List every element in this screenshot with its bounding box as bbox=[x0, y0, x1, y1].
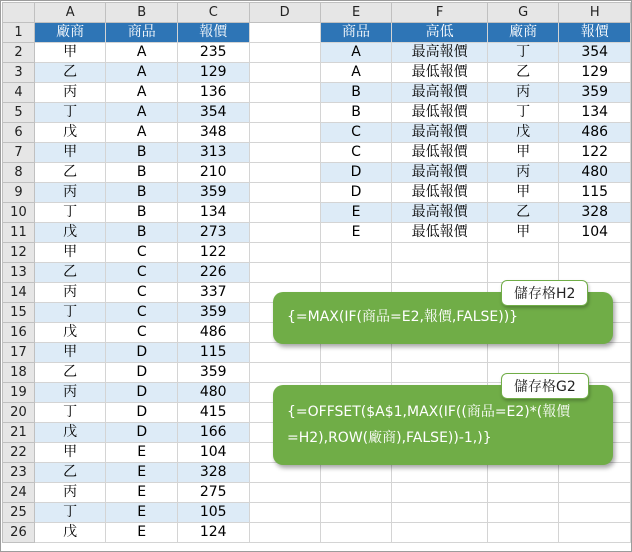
cell-c8[interactable]: 210 bbox=[177, 163, 249, 183]
cell-f23[interactable] bbox=[392, 463, 488, 483]
cell-b12[interactable]: C bbox=[106, 243, 178, 263]
cell-a13[interactable]: 乙 bbox=[34, 263, 106, 283]
cell-a5[interactable]: 丁 bbox=[34, 103, 106, 123]
sheet-row bbox=[3, 143, 631, 163]
row-header[interactable]: 21 bbox=[3, 423, 35, 443]
cell-e17[interactable] bbox=[320, 343, 392, 363]
cell-e13[interactable] bbox=[320, 263, 392, 283]
cell-g4[interactable]: 丙 bbox=[487, 83, 559, 103]
sheet-row bbox=[3, 463, 631, 483]
cell-f10[interactable]: 最高報價 bbox=[392, 203, 488, 223]
cell-e2[interactable]: A bbox=[320, 43, 392, 63]
cell-a9[interactable]: 丙 bbox=[34, 183, 106, 203]
row-header[interactable]: 6 bbox=[3, 123, 35, 143]
cell-f13[interactable] bbox=[392, 263, 488, 283]
cell-g2[interactable]: 丁 bbox=[487, 43, 559, 63]
cell-b15[interactable]: C bbox=[106, 303, 178, 323]
row-header[interactable]: 14 bbox=[3, 283, 35, 303]
cell-g23[interactable] bbox=[487, 463, 559, 483]
cell-c1[interactable]: 報價 bbox=[177, 23, 249, 43]
cell-h25[interactable] bbox=[559, 503, 631, 523]
cell-d2[interactable] bbox=[249, 43, 320, 63]
column-header-e[interactable]: E bbox=[320, 3, 392, 23]
cell-b4[interactable]: A bbox=[106, 83, 178, 103]
column-header-f[interactable]: F bbox=[392, 3, 488, 23]
cell-b14[interactable]: C bbox=[106, 283, 178, 303]
tag-h2: 儲存格H2 bbox=[501, 280, 588, 306]
cell-c16[interactable]: 486 bbox=[177, 323, 249, 343]
sheet-row bbox=[3, 103, 631, 123]
cell-g10[interactable]: 乙 bbox=[487, 203, 559, 223]
cell-c21[interactable]: 166 bbox=[177, 423, 249, 443]
cell-d11[interactable] bbox=[249, 223, 320, 243]
cell-c25[interactable]: 105 bbox=[177, 503, 249, 523]
cell-f7[interactable]: 最低報價 bbox=[392, 143, 488, 163]
cell-g12[interactable] bbox=[487, 243, 559, 263]
cell-d3[interactable] bbox=[249, 63, 320, 83]
row-header[interactable]: 1 bbox=[3, 23, 35, 43]
cell-d8[interactable] bbox=[249, 163, 320, 183]
cell-d4[interactable] bbox=[249, 83, 320, 103]
cell-a21[interactable]: 戊 bbox=[34, 423, 106, 443]
cell-a11[interactable]: 戊 bbox=[34, 223, 106, 243]
cell-h9[interactable]: 115 bbox=[559, 183, 631, 203]
cell-h10[interactable]: 328 bbox=[559, 203, 631, 223]
select-all-corner[interactable] bbox=[3, 3, 35, 23]
cell-c3[interactable]: 129 bbox=[177, 63, 249, 83]
cell-d7[interactable] bbox=[249, 143, 320, 163]
cell-a3[interactable]: 乙 bbox=[34, 63, 106, 83]
cell-g3[interactable]: 乙 bbox=[487, 63, 559, 83]
row-header[interactable]: 10 bbox=[3, 203, 35, 223]
cell-e6[interactable]: C bbox=[320, 123, 392, 143]
sheet-row bbox=[3, 203, 631, 223]
row-header[interactable]: 26 bbox=[3, 523, 35, 543]
cell-g9[interactable]: 甲 bbox=[487, 183, 559, 203]
sheet-row bbox=[3, 523, 631, 543]
cell-d26[interactable] bbox=[249, 523, 320, 543]
column-header-h[interactable]: H bbox=[559, 3, 631, 23]
cell-g11[interactable]: 甲 bbox=[487, 223, 559, 243]
cell-f8[interactable]: 最高報價 bbox=[392, 163, 488, 183]
cell-b7[interactable]: B bbox=[106, 143, 178, 163]
cell-b26[interactable]: E bbox=[106, 523, 178, 543]
cell-a26[interactable]: 戊 bbox=[34, 523, 106, 543]
cell-b2[interactable]: A bbox=[106, 43, 178, 63]
row-header[interactable]: 19 bbox=[3, 383, 35, 403]
cell-b5[interactable]: A bbox=[106, 103, 178, 123]
cell-d17[interactable] bbox=[249, 343, 320, 363]
cell-b22[interactable]: E bbox=[106, 443, 178, 463]
formula-g2-line2: =H2),ROW(廠商),FALSE))-1,)} bbox=[287, 430, 492, 446]
cell-h3[interactable]: 129 bbox=[559, 63, 631, 83]
cell-d10[interactable] bbox=[249, 203, 320, 223]
cell-e7[interactable]: C bbox=[320, 143, 392, 163]
cell-a7[interactable]: 甲 bbox=[34, 143, 106, 163]
cell-f11[interactable]: 最低報價 bbox=[392, 223, 488, 243]
sheet-row bbox=[3, 503, 631, 523]
row-header[interactable]: 12 bbox=[3, 243, 35, 263]
cell-f25[interactable] bbox=[392, 503, 488, 523]
cell-d13[interactable] bbox=[249, 263, 320, 283]
cell-c5[interactable]: 354 bbox=[177, 103, 249, 123]
cell-g25[interactable] bbox=[487, 503, 559, 523]
cell-f3[interactable]: 最低報價 bbox=[392, 63, 488, 83]
cell-e18[interactable] bbox=[320, 363, 392, 383]
cell-c23[interactable]: 328 bbox=[177, 463, 249, 483]
cell-g17[interactable] bbox=[487, 343, 559, 363]
row-header[interactable]: 22 bbox=[3, 443, 35, 463]
cell-c10[interactable]: 134 bbox=[177, 203, 249, 223]
cell-h8[interactable]: 480 bbox=[559, 163, 631, 183]
cell-f2[interactable]: 最高報價 bbox=[392, 43, 488, 63]
formula-h2: {=MAX(IF(商品=E2,報價,FALSE))} bbox=[287, 309, 519, 325]
cell-c6[interactable]: 348 bbox=[177, 123, 249, 143]
cell-e1[interactable]: 商品 bbox=[320, 23, 392, 43]
cell-a17[interactable]: 甲 bbox=[34, 343, 106, 363]
cell-c2[interactable]: 235 bbox=[177, 43, 249, 63]
sheet-row bbox=[3, 223, 631, 243]
cell-f1[interactable]: 高低 bbox=[392, 23, 488, 43]
cell-a12[interactable]: 甲 bbox=[34, 243, 106, 263]
cell-b18[interactable]: D bbox=[106, 363, 178, 383]
cell-c7[interactable]: 313 bbox=[177, 143, 249, 163]
column-header-c[interactable]: C bbox=[177, 3, 249, 23]
cell-b25[interactable]: E bbox=[106, 503, 178, 523]
row-header[interactable]: 20 bbox=[3, 403, 35, 423]
row-header[interactable]: 24 bbox=[3, 483, 35, 503]
cell-a4[interactable]: 丙 bbox=[34, 83, 106, 103]
cell-e25[interactable] bbox=[320, 503, 392, 523]
cell-b20[interactable]: D bbox=[106, 403, 178, 423]
cell-f6[interactable]: 最高報價 bbox=[392, 123, 488, 143]
row-header[interactable]: 15 bbox=[3, 303, 35, 323]
sheet-row bbox=[3, 43, 631, 63]
cell-h12[interactable] bbox=[559, 243, 631, 263]
row-header[interactable]: 7 bbox=[3, 143, 35, 163]
cell-b24[interactable]: E bbox=[106, 483, 178, 503]
cell-b9[interactable]: B bbox=[106, 183, 178, 203]
cell-f17[interactable] bbox=[392, 343, 488, 363]
row-header[interactable]: 18 bbox=[3, 363, 35, 383]
cell-g26[interactable] bbox=[487, 523, 559, 543]
cell-c20[interactable]: 415 bbox=[177, 403, 249, 423]
cell-b23[interactable]: E bbox=[106, 463, 178, 483]
row-header[interactable]: 5 bbox=[3, 103, 35, 123]
cell-f5[interactable]: 最低報價 bbox=[392, 103, 488, 123]
cell-h1[interactable]: 報價 bbox=[559, 23, 631, 43]
cell-h4[interactable]: 359 bbox=[559, 83, 631, 103]
cell-b19[interactable]: D bbox=[106, 383, 178, 403]
cell-a14[interactable]: 丙 bbox=[34, 283, 106, 303]
cell-c15[interactable]: 359 bbox=[177, 303, 249, 323]
column-header-d[interactable]: D bbox=[249, 3, 320, 23]
cell-g6[interactable]: 戊 bbox=[487, 123, 559, 143]
row-header[interactable]: 3 bbox=[3, 63, 35, 83]
cell-a2[interactable]: 甲 bbox=[34, 43, 106, 63]
row-header[interactable]: 25 bbox=[3, 503, 35, 523]
cell-f18[interactable] bbox=[392, 363, 488, 383]
cell-b16[interactable]: C bbox=[106, 323, 178, 343]
cell-h23[interactable] bbox=[559, 463, 631, 483]
cell-h6[interactable]: 486 bbox=[559, 123, 631, 143]
cell-h5[interactable]: 134 bbox=[559, 103, 631, 123]
row-header[interactable]: 8 bbox=[3, 163, 35, 183]
cell-c9[interactable]: 359 bbox=[177, 183, 249, 203]
cell-a6[interactable]: 戊 bbox=[34, 123, 106, 143]
cell-g1[interactable]: 廠商 bbox=[487, 23, 559, 43]
column-header-row bbox=[3, 3, 631, 23]
row-header[interactable]: 9 bbox=[3, 183, 35, 203]
cell-a19[interactable]: 丙 bbox=[34, 383, 106, 403]
cell-b13[interactable]: C bbox=[106, 263, 178, 283]
cell-c18[interactable]: 359 bbox=[177, 363, 249, 383]
cell-h11[interactable]: 104 bbox=[559, 223, 631, 243]
cell-e10[interactable]: E bbox=[320, 203, 392, 223]
cell-h17[interactable] bbox=[559, 343, 631, 363]
cell-d25[interactable] bbox=[249, 503, 320, 523]
cell-e24[interactable] bbox=[320, 483, 392, 503]
column-header-g[interactable]: G bbox=[487, 3, 559, 23]
cell-d18[interactable] bbox=[249, 363, 320, 383]
cell-a1[interactable]: 廠商 bbox=[34, 23, 106, 43]
cell-d6[interactable] bbox=[249, 123, 320, 143]
sheet-row bbox=[3, 123, 631, 143]
cell-a24[interactable]: 丙 bbox=[34, 483, 106, 503]
cell-e8[interactable]: D bbox=[320, 163, 392, 183]
cell-c4[interactable]: 136 bbox=[177, 83, 249, 103]
cell-c14[interactable]: 337 bbox=[177, 283, 249, 303]
cell-e11[interactable]: E bbox=[320, 223, 392, 243]
cell-d23[interactable] bbox=[249, 463, 320, 483]
cell-b11[interactable]: B bbox=[106, 223, 178, 243]
tag-g2: 儲存格G2 bbox=[501, 373, 589, 399]
cell-b17[interactable]: D bbox=[106, 343, 178, 363]
sheet-row bbox=[3, 483, 631, 503]
cell-d9[interactable] bbox=[249, 183, 320, 203]
cell-e12[interactable] bbox=[320, 243, 392, 263]
cell-a20[interactable]: 丁 bbox=[34, 403, 106, 423]
cell-h2[interactable]: 354 bbox=[559, 43, 631, 63]
cell-c24[interactable]: 275 bbox=[177, 483, 249, 503]
cell-c22[interactable]: 104 bbox=[177, 443, 249, 463]
cell-b3[interactable]: A bbox=[106, 63, 178, 83]
cell-g7[interactable]: 甲 bbox=[487, 143, 559, 163]
cell-d5[interactable] bbox=[249, 103, 320, 123]
cell-a25[interactable]: 丁 bbox=[34, 503, 106, 523]
row-header[interactable]: 4 bbox=[3, 83, 35, 103]
sheet-row bbox=[3, 343, 631, 363]
row-header[interactable]: 13 bbox=[3, 263, 35, 283]
column-header-a[interactable]: A bbox=[34, 3, 106, 23]
cell-a23[interactable]: 乙 bbox=[34, 463, 106, 483]
cell-c17[interactable]: 115 bbox=[177, 343, 249, 363]
sheet-row bbox=[3, 83, 631, 103]
cell-a15[interactable]: 丁 bbox=[34, 303, 106, 323]
row-header[interactable]: 17 bbox=[3, 343, 35, 363]
cell-c11[interactable]: 273 bbox=[177, 223, 249, 243]
sheet-row bbox=[3, 63, 631, 83]
sheet-row bbox=[3, 183, 631, 203]
cell-g8[interactable]: 丙 bbox=[487, 163, 559, 183]
cell-c19[interactable]: 480 bbox=[177, 383, 249, 403]
cell-f26[interactable] bbox=[392, 523, 488, 543]
cell-c26[interactable]: 124 bbox=[177, 523, 249, 543]
cell-a22[interactable]: 甲 bbox=[34, 443, 106, 463]
cell-h7[interactable]: 122 bbox=[559, 143, 631, 163]
cell-e23[interactable] bbox=[320, 463, 392, 483]
cell-c12[interactable]: 122 bbox=[177, 243, 249, 263]
cell-f24[interactable] bbox=[392, 483, 488, 503]
sheet-row bbox=[3, 243, 631, 263]
cell-g24[interactable] bbox=[487, 483, 559, 503]
cell-f4[interactable]: 最高報價 bbox=[392, 83, 488, 103]
cell-a10[interactable]: 丁 bbox=[34, 203, 106, 223]
cell-a16[interactable]: 戊 bbox=[34, 323, 106, 343]
cell-d1[interactable] bbox=[249, 23, 320, 43]
cell-h24[interactable] bbox=[559, 483, 631, 503]
row-header[interactable]: 23 bbox=[3, 463, 35, 483]
formula-g2-line1: {=OFFSET($A$1,MAX(IF((商品=E2)*(報價 bbox=[287, 404, 571, 420]
cell-b1[interactable]: 商品 bbox=[106, 23, 178, 43]
cell-e26[interactable] bbox=[320, 523, 392, 543]
cell-a18[interactable]: 乙 bbox=[34, 363, 106, 383]
cell-c13[interactable]: 226 bbox=[177, 263, 249, 283]
cell-b6[interactable]: A bbox=[106, 123, 178, 143]
row-header[interactable]: 16 bbox=[3, 323, 35, 343]
cell-e9[interactable]: D bbox=[320, 183, 392, 203]
cell-b10[interactable]: B bbox=[106, 203, 178, 223]
cell-e3[interactable]: A bbox=[320, 63, 392, 83]
sheet-row bbox=[3, 23, 631, 43]
cell-f9[interactable]: 最低報價 bbox=[392, 183, 488, 203]
cell-e5[interactable]: B bbox=[320, 103, 392, 123]
cell-b21[interactable]: D bbox=[106, 423, 178, 443]
cell-h26[interactable] bbox=[559, 523, 631, 543]
cell-a8[interactable]: 乙 bbox=[34, 163, 106, 183]
cell-b8[interactable]: B bbox=[106, 163, 178, 183]
cell-f12[interactable] bbox=[392, 243, 488, 263]
column-header-b[interactable]: B bbox=[106, 3, 178, 23]
sheet-row bbox=[3, 163, 631, 183]
cell-g5[interactable]: 丁 bbox=[487, 103, 559, 123]
row-header[interactable]: 2 bbox=[3, 43, 35, 63]
cell-e4[interactable]: B bbox=[320, 83, 392, 103]
cell-d24[interactable] bbox=[249, 483, 320, 503]
row-header[interactable]: 11 bbox=[3, 223, 35, 243]
cell-d12[interactable] bbox=[249, 243, 320, 263]
